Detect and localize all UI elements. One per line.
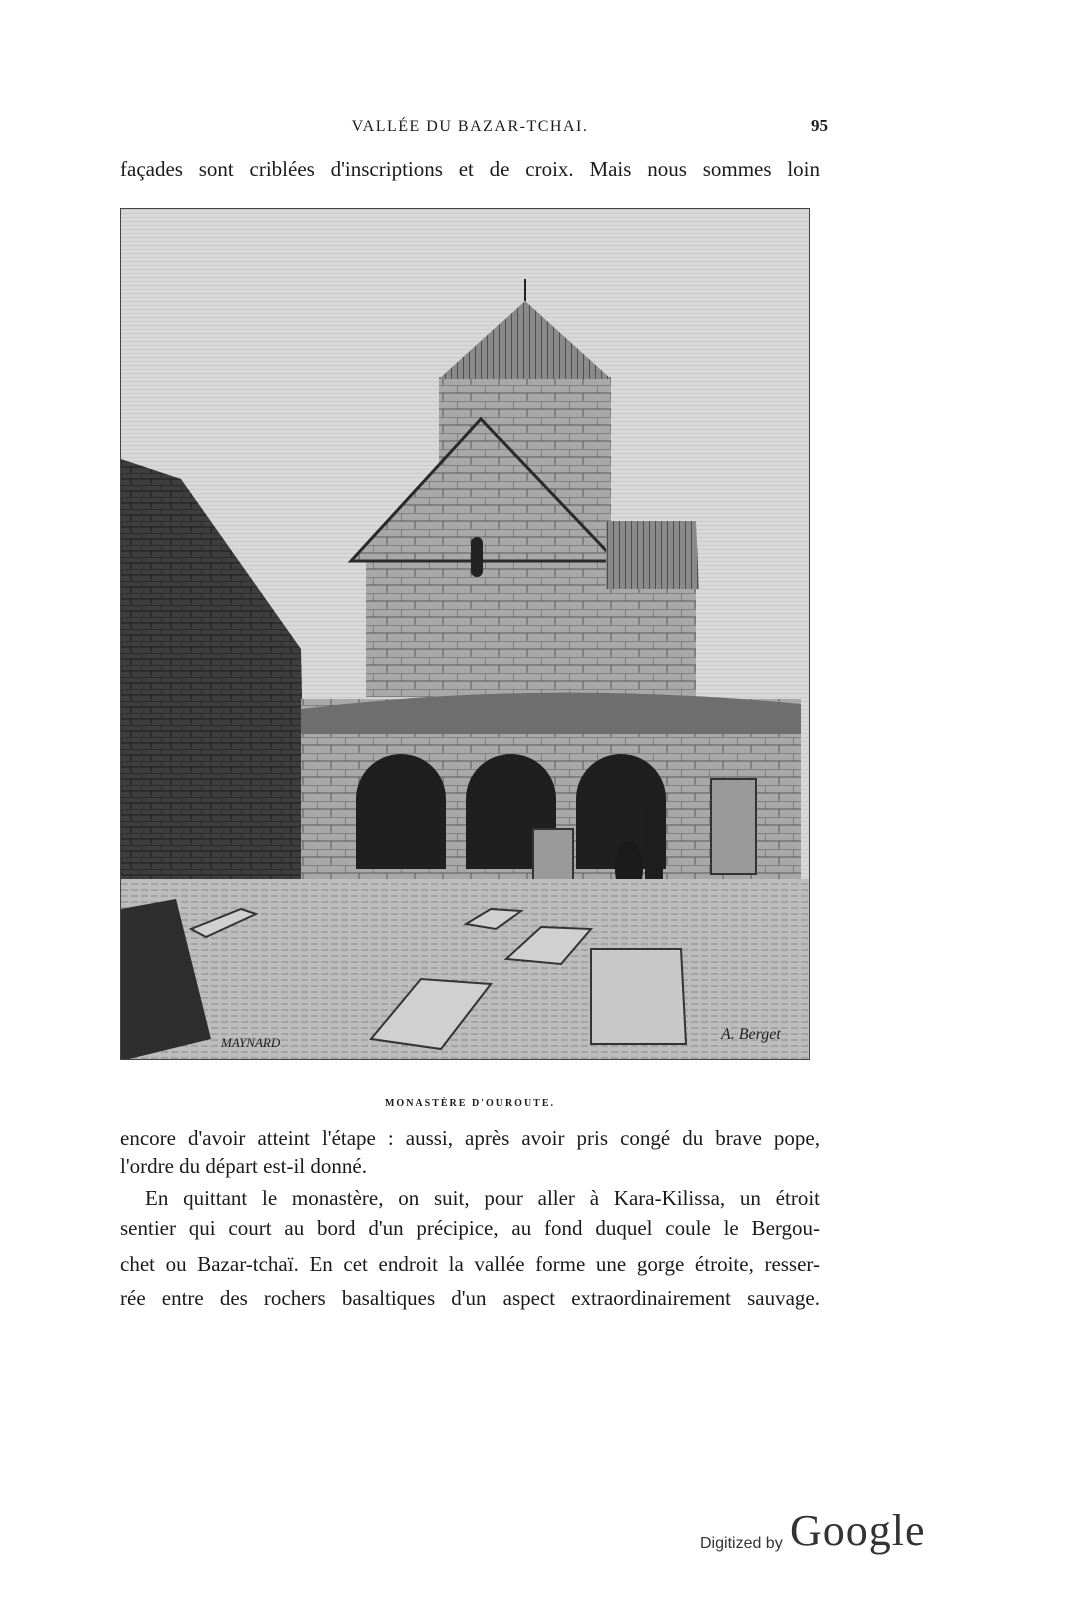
page-number: 95 — [811, 116, 828, 135]
body-line: chet ou Bazar-tchaï. En cet endroit la vallée forme une gorge étroite, resser- — [120, 1252, 820, 1276]
courtyard — [121, 879, 810, 1060]
khachkar — [711, 779, 756, 874]
body-line: l'ordre du départ est-il donné. — [120, 1154, 367, 1178]
google-logo: Google — [790, 1506, 926, 1555]
figure-standing — [645, 809, 663, 889]
digitized-label: Digitized by — [700, 1535, 783, 1552]
running-head — [120, 116, 828, 142]
arch — [356, 754, 446, 869]
body-line: sentier qui court au bord d'un précipice, au fond duquel coule le Bergou- — [120, 1216, 820, 1240]
body-line: façades sont criblées d'inscriptions et de croix. Mais nous sommes loin — [120, 157, 820, 181]
running-title: VALLÉE DU BAZAR-TCHAI. — [351, 118, 589, 135]
artist-signature-right: A. Berget — [721, 1026, 781, 1043]
engraving-illustration — [120, 208, 810, 1060]
gravestone — [591, 949, 686, 1044]
illustration-caption: MONASTÈRE D'OUROUTE. — [384, 1098, 555, 1109]
church-window — [471, 537, 483, 577]
body-line: En quittant le monastère, on suit, pour aller à Kara-Kilissa, un étroit — [145, 1186, 820, 1210]
wing-roof — [606, 521, 699, 589]
church-facade — [366, 557, 611, 697]
body-line: encore d'avoir atteint l'étape : aussi, après avoir pris congé du brave pope, — [120, 1126, 820, 1150]
body-line: rée entre des rochers basaltiques d'un aspect extraordinairement sauvage. — [120, 1286, 820, 1310]
digitized-watermark — [700, 1505, 960, 1565]
artist-signature-left: MAYNARD — [221, 1035, 281, 1050]
